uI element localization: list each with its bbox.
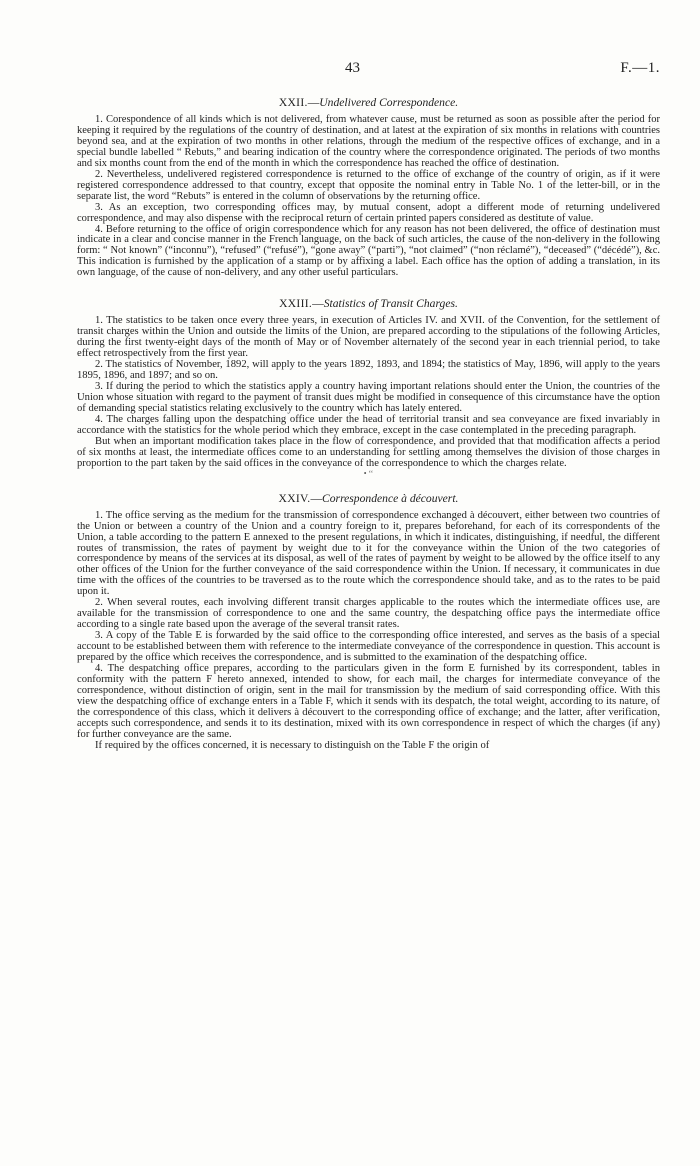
paragraph: 1. Corespondence of all kinds which is not delivered, from whatever cause, must be returned as soon as possible after the period for keeping it required by the regulations of the country of destination, and at latest at the expiration of six months in relations with countries beyond sea, and at the expiration of two months in other relations, through the medium of the respective offices of exchange, and in a special bundle labelled “ Rebuts,” and bearing indication of the country where the correspondence originated. The periods of two months and six months count from the end of the month in which the correspondence has reached the office of destination. xyxy=(77,114,660,169)
section-title: Statistics of Transit Charges. xyxy=(323,297,458,311)
section-title: Correspondence à découvert. xyxy=(322,491,459,505)
paragraph: But when an important modification takes place in the flow of correspondence, and provided that that modification affects a period of six months at least, the intermediate offices come to an understanding for settling among themselves the division of those charges in proportion to the part taken by the said offices in the conveyance of the correspondence to which the charges relate. xyxy=(77,435,660,469)
paragraph: 2. When several routes, each involving different transit charges applicable to the routes which the intermediate offices use, are available for the transmission of correspondence to one and the same country, the despatching office pays the intermediate office according to a single rate based upon the average of the several transit rates. xyxy=(77,597,660,631)
paragraph: 2. Nevertheless, undelivered registered correspondence is returned to the office of exchange of the country of origin, as if it were registered correspondence addressed to that country, except that opposite the nominal entry in Table No. 1 of the letter-bill, or in the separate list, the word “Rebuts” is entered in the column of observations by the returning office. xyxy=(77,168,660,202)
section-number: XXII. xyxy=(278,96,308,109)
page-header xyxy=(77,0,660,82)
section-number: XXIV. xyxy=(278,491,311,505)
section-heading: XXIV.—Correspondence à découvert. xyxy=(278,491,459,505)
paragraph: If required by the offices concerned, it is necessary to distinguish on the Table F the origin of xyxy=(95,739,490,751)
paragraph: 3. As an exception, two corresponding offices may, by mutual consent, adopt a different mode of returning undelivered correspondence, and may also dispense with the reciprocal return of certain printed papers considered as destitute of value. xyxy=(77,201,660,224)
parliamentary-reference: F.—1. xyxy=(620,60,660,76)
paragraph: 4. Before returning to the office of origin correspondence which for any reason has not been delivered, the office of destination must indicate in a clear and concise manner in the French language, on the back of such articles, the cause of the non-delivery in the following form: “ Not known” (“inconnu”), “refused” (“refusé”), “gone away” (“parti”), “not claimed” (“non réclamé”), “deceased” (“décédé”), &c. This indication is furnished by the application of a stamp or by affixing a label. Each office has the option of adding a translation, in its own language, of the cause of non-delivery, and any other useful particulars. xyxy=(77,223,660,279)
print-mark: • ‘‘ xyxy=(363,468,374,478)
paragraph: 2. The statistics of November, 1892, will apply to the years 1892, 1893, and 1894; the statistics of May, 1896, will apply to the years 1895, 1896, and 1897; and so on. xyxy=(77,359,660,382)
section-title: Undelivered Correspondence. xyxy=(319,96,459,109)
section-heading: XXII.—Undelivered Correspondence. xyxy=(278,96,459,109)
paragraph: 4. The despatching office prepares, according to the particulars given in the form E furnished by its correspondent, tables in conformity with the pattern F hereto annexed, intended to show, for each mail, the charges for intermediate conveyance of the correspondence, without distinction of origin, sent in the mail for transmission by the medium of said corresponding office. With this view the despatching office of exchange enters in a Table F, which it sends with its despatch, the total weight, according to its nature, of the correspondence of this class, which it delivers à découvert to the corresponding office of exchange; and the latter, after verification, accepts such correspondence, and sends it to its destination, mixed with its own correspondence in respect of which the charges (if any) for further conveyance are the same. xyxy=(77,662,660,740)
paragraph: 1. The office serving as the medium for the transmission of correspondence exchanged à découvert, either between two countries of the Union or between a country of the Union and a country foreign to it, prepares beforehand, for each of its correspondents of the Union, a table according to the pattern E annexed to the present regulations, in which it indicates, distinguishing, if needful, the different routes of transmission, the rates of payment by weight due to it for the conveyance within the Union of the two categories of correspondence by means of the services at its disposal, as well of the rates of payment by weight to be allowed by the office itself to any other offices of the Union for the further conveyance of the said correspondence within the Union. If necessary, it communicates in due time with the offices of the countries to be traversed as to the route which the correspondence should take, and as to the rates to be paid upon it. xyxy=(77,509,660,598)
page-number: 43 xyxy=(345,60,360,76)
section-heading: XXIII.—Statistics of Transit Charges. xyxy=(279,297,458,311)
paragraph: 3. If during the period to which the statistics apply a country having important relations should enter the Union, the countries of the Union whose situation with regard to the payment of transit dues might be modified in consequence of this circumstance have the option of demanding special statistics relating exclusively to the country which has lately entered. xyxy=(77,381,660,414)
paragraph: 4. The charges falling upon the despatching office under the head of territorial transit and sea conveyance are fixed invariably in accordance with the statistics for the whole period which they embrace, except in the case contemplated in the preceding paragraph. xyxy=(77,413,660,436)
section-correspondence-a-decouvert xyxy=(77,492,660,752)
section-statistics-transit-charges xyxy=(77,297,660,477)
section-undelivered-correspondence xyxy=(77,96,660,279)
paragraph: 3. A copy of the Table E is forwarded by the said office to the corresponding office interested, and serves as the basis of a special account to be established between them with reference to the intermediate conveyance of the correspondence in question. This account is prepared by the office which receives the correspondence, and is submitted to the examination of the despatching office. xyxy=(77,630,660,664)
paragraph: 1. The statistics to be taken once every three years, in execution of Articles IV. and XVII. of the Convention, for the settlement of transit charges within the Union and outside the limits of the Union, are prepared according to the stipulations of the following Articles, during the first twenty-eight days of the month of May or of November alternately of the second year in each triennial period, to take effect retrospectively from the first year. xyxy=(77,315,660,360)
section-number: XXIII. xyxy=(279,297,313,311)
